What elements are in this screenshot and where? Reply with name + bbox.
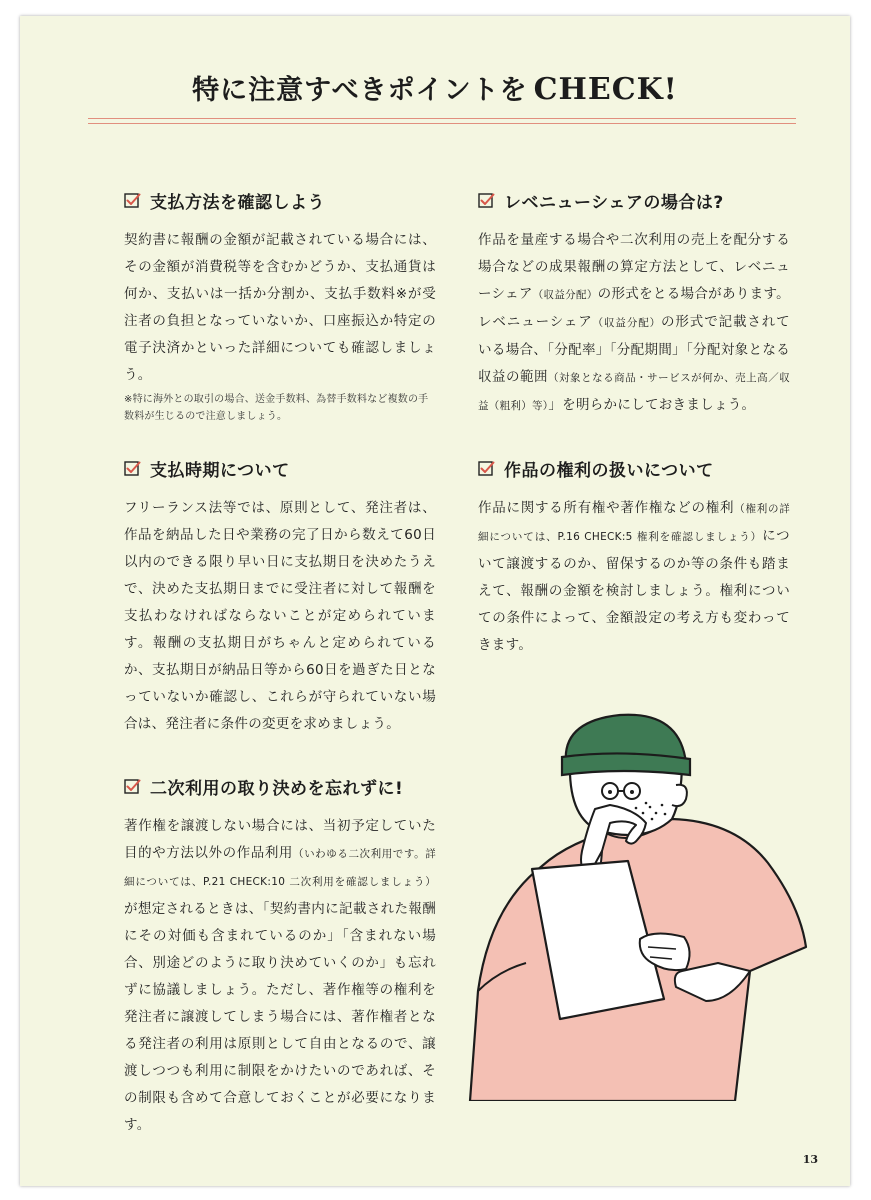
- body-aside: （権利の詳細については、P.16 CHECK:5 権利を確認しましょう）: [478, 503, 790, 543]
- section-title: 作品の権利の扱いについて: [504, 461, 714, 481]
- section-heading: [124, 188, 436, 213]
- body-text: 作品を量産する場合や二次利用の売上を配分する場合などの成果報酬の算定方法として、レベニューシェア: [478, 232, 790, 302]
- section-body: [478, 227, 790, 420]
- body-aside: （いわゆる二次利用です。詳細については、P.21 CHECK:10 二次利用を確認しましょう）: [124, 848, 436, 888]
- section-revenue-share: [478, 188, 790, 420]
- checkbox-icon: [124, 192, 141, 209]
- section-body: フリーランス法等では、原則として、発注者は、作品を納品した日や業務の完了日から数えて60日以内のできる限り早い日に支払期日を決めたうえで、決めた支払期日までに受注者に対して報酬を支払わなければならないことが定められています。報酬の支払期日がちゃんと定められているか、支払期日が納品日等から60日を過ぎた日となっていないか確認し、これらが守られていない場合は、発注者に条件の変更を求めましょう。: [124, 500, 436, 732]
- section-payment-method: [124, 188, 436, 425]
- checkbox-icon: [124, 778, 141, 795]
- section-rights-handling: [478, 456, 790, 659]
- section-title: レベニューシェアの場合は?: [504, 193, 724, 213]
- section-body: [478, 495, 790, 659]
- section-body: [124, 813, 436, 1139]
- section-secondary-use: [124, 774, 436, 1139]
- section-footnote: ※特に海外との取引の場合、送金手数料、為替手数料など複数の手数料が生じるので注意しましょう。: [124, 394, 429, 422]
- page-title-main: 特に注意すべきポイントを: [192, 75, 528, 106]
- page-title-check: CHECK!: [533, 72, 678, 107]
- body-text: の形式をとる場合があります。レベニューシェア: [478, 286, 790, 330]
- checkbox-icon: [478, 192, 495, 209]
- section-heading: [478, 188, 790, 213]
- section-payment-timing: [124, 456, 436, 738]
- section-title: 二次利用の取り決めを忘れずに!: [150, 779, 404, 799]
- section-title: 支払時期について: [150, 461, 290, 481]
- checkbox-icon: [124, 460, 141, 477]
- section-title: 支払方法を確認しよう: [150, 193, 325, 213]
- title-rule-bottom: [88, 123, 796, 124]
- body-aside: （収益分配）: [532, 289, 598, 301]
- body-text: 作品に関する所有権や著作権などの権利: [478, 500, 735, 516]
- document-page: [20, 16, 850, 1186]
- section-heading: [478, 456, 790, 481]
- body-text: 」を明らかにしておきましょう。: [548, 397, 756, 413]
- man-reading-document-illustration: [450, 701, 820, 1101]
- checkbox-icon: [478, 460, 495, 477]
- section-body: 契約書に報酬の金額が記載されている場合には、その金額が消費税等を含むかどうか、支払通貨は何か、支払いは一括か分割か、支払手数料※が受注者の負担となっていないか、口座振込か特定の電子決済かといった詳細についても確認しましょう。: [124, 232, 436, 383]
- body-text: の形式で記載されている場合、「分配率」「分配期間」「分配対象となる収益の範囲: [478, 314, 790, 385]
- body-text: が想定されるときは、「契約書内に記載された報酬にその対価も含まれているのか」「含まれない場合、別途どのように取り決めていくのか」も忘れずに協議しましょう。ただし、著作権等の権利を発注者に譲渡してしまう場合には、著作権者となる発注者の利用は原則として自由となるので、譲渡しつつも利用に制限をかけたいのであれば、その制限も含めて合意しておくことが必要になります。: [124, 901, 436, 1133]
- section-heading: [124, 774, 436, 799]
- body-aside: （対象となる商品・サービスが何か、売上高／収益（粗利）等）: [478, 372, 790, 412]
- page-number: 13: [802, 1153, 818, 1166]
- body-text: について譲渡するのか、留保するのか等の条件も踏まえて、報酬の金額を検討しましょう。権利についての条件によって、金額設定の考え方も変わってきます。: [478, 528, 790, 653]
- body-aside: （収益分配）: [592, 317, 662, 329]
- page-title: [20, 68, 850, 107]
- section-heading: [124, 456, 436, 481]
- title-rule-top: [88, 118, 796, 119]
- body-text: 著作権を譲渡しない場合には、当初予定していた目的や方法以外の作品利用: [124, 818, 436, 861]
